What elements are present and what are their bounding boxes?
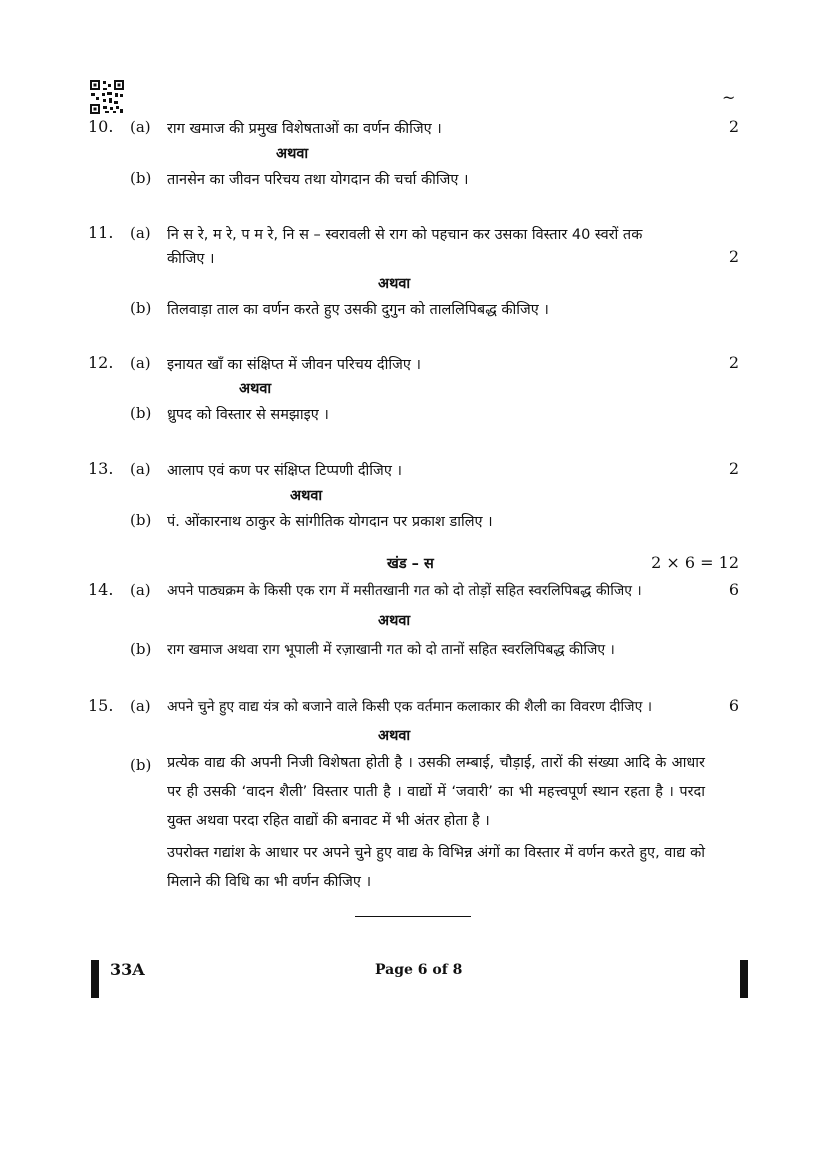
part-a-text-line1: नि स रे, म रे, प म रे, नि स – स्वरावली से राग को पहचान कर उसका विस्तार 40 स्वरों तक [167,227,643,243]
section-marks: 2 × 6 = 12 [651,553,739,572]
tilde-mark: ~ [722,88,736,107]
part-b-text: पं. ओंकारनाथ ठाकुर के सांगीतिक योगदान पर प्रकाश डालिए । [167,514,493,530]
part-a-text-line2: कीजिए । [167,251,215,267]
or-label: अथवा [378,728,411,744]
part-b-label: (b) [130,756,152,774]
part-a-text: इनायत खाँ का संक्षिप्त में जीवन परिचय दीजिए । [167,357,421,373]
question-number: 12. [88,353,114,372]
or-label: अथवा [378,613,411,629]
part-b-label: (b) [130,169,152,187]
part-a-text: अपने पाठ्यक्रम के किसी एक राग में मसीतखानी गत को दो तोड़ों सहित स्वरलिपिबद्ध कीजिए । [167,583,642,599]
end-rule [355,916,471,917]
marks: 6 [728,696,739,715]
footer-left-bar [91,960,99,998]
part-b-text: ध्रुपद को विस्तार से समझाइए । [167,407,329,423]
part-b-text: तिलवाड़ा ताल का वर्णन करते हुए उसकी दुगुन को ताललिपिबद्ध कीजिए । [167,302,549,318]
part-a-text: अपने चुने हुए वाद्य यंत्र को बजाने वाले किसी एक वर्तमान कलाकार की शैली का विवरण दीजिए । [167,699,653,715]
or-label: अथवा [378,276,411,292]
marks: 2 [728,459,739,478]
marks: 2 [728,117,739,136]
part-a-text: राग खमाज की प्रमुख विशेषताओं का वर्णन कीजिए । [167,121,442,137]
part-a-label: (a) [130,581,151,599]
page-number: Page 6 of 8 [375,962,463,978]
marks: 2 [728,353,739,372]
part-b-label: (b) [130,404,152,422]
part-a-label: (a) [130,460,151,478]
question-number: 10. [88,117,114,136]
part-a-text: आलाप एवं कण पर संक्षिप्त टिप्पणी दीजिए । [167,463,402,479]
footer-right-bar [740,960,748,998]
question-number: 15. [88,696,114,715]
marks: 2 [728,247,739,266]
part-b-text: राग खमाज अथवा राग भूपाली में रज़ाखानी गत को दो तानों सहित स्वरलिपिबद्ध कीजिए । [167,642,615,658]
part-a-label: (a) [130,224,151,242]
or-label: अथवा [276,146,309,162]
part-a-label: (a) [130,118,151,136]
part-a-label: (a) [130,697,151,715]
question-number: 11. [88,223,114,242]
part-b-label: (b) [130,640,152,658]
question-number: 13. [88,459,114,478]
part-b-paragraph: प्रत्येक वाद्य की अपनी निजी विशेषता होती है । उसकी लम्बाई, चौड़ाई, तारों की संख्या आदि के आधार पर ही उसकी ‘वादन शैली’ विस्तार पाती है । वाद्यों में ‘जवारी’ का भी महत्त्वपूर्ण स्थान रहता है । परदा युक्त अथवा परदा रहित वाद्यों की बनावट में भी अंतर होता है । [167,755,705,829]
paper-code: 33A [110,960,145,979]
part-a-label: (a) [130,354,151,372]
or-label: अथवा [239,381,272,397]
section-title: खंड – स [387,556,434,572]
qr-code [90,80,124,114]
part-b-label: (b) [130,511,152,529]
part-b-text: तानसेन का जीवन परिचय तथा योगदान की चर्चा कीजिए । [167,172,469,188]
part-b-instruction: उपरोक्त गद्यांश के आधार पर अपने चुने हुए वाद्य के विभिन्न अंगों का विस्तार में वर्णन करते हुए, वाद्य को मिलाने की विधि का भी वर्णन कीजिए । [167,845,705,890]
or-label: अथवा [290,488,323,504]
part-b-label: (b) [130,299,152,317]
marks: 6 [728,580,739,599]
question-number: 14. [88,580,114,599]
